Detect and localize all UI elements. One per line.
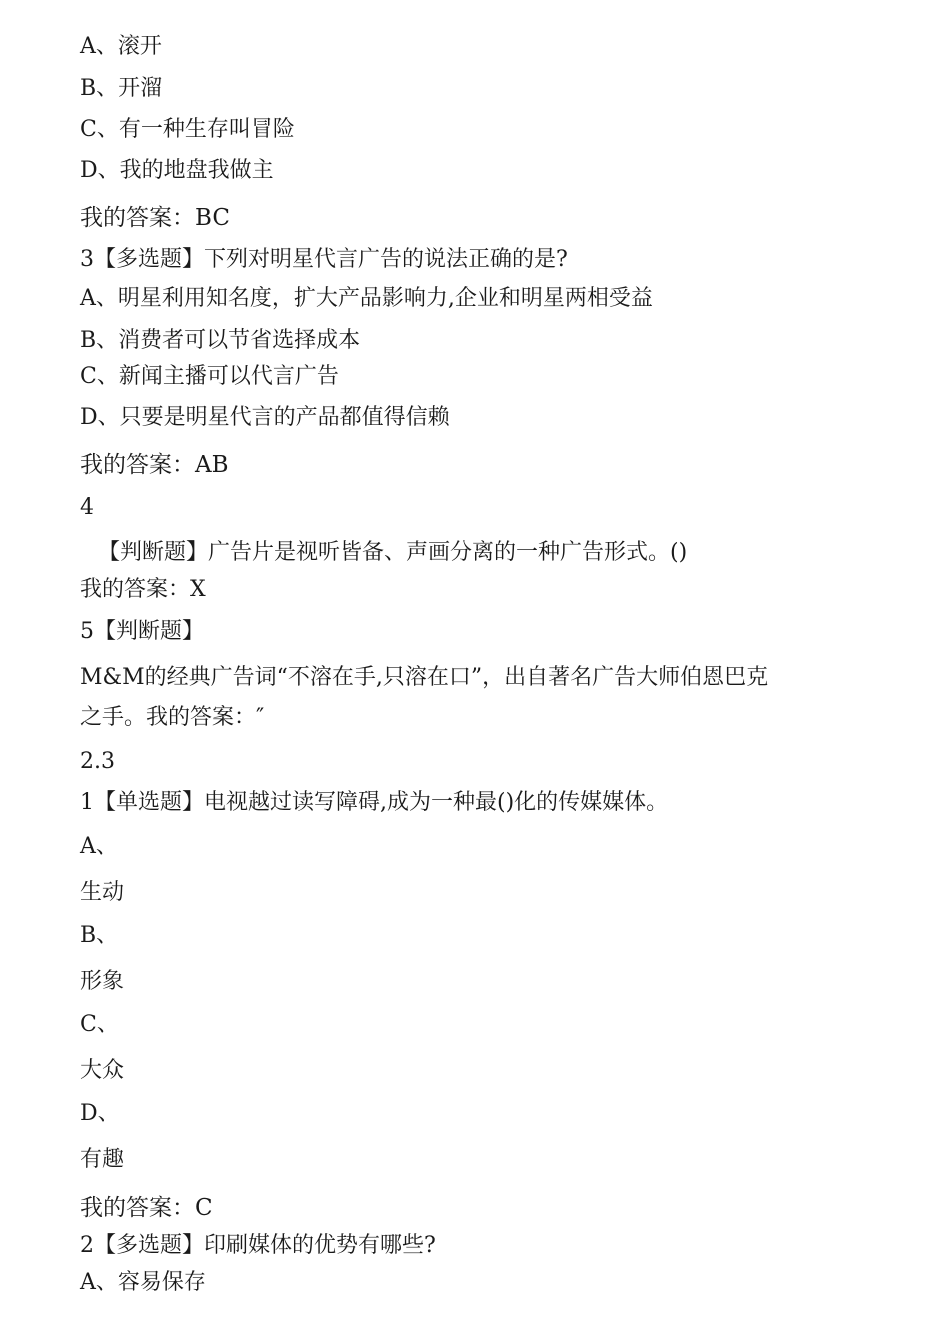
question-stem: 【判断题】广告片是视听皆备、声画分离的一种广告形式。() — [98, 540, 688, 565]
question-stem: 3【多选题】下列对明星代言广告的说法正确的是? — [80, 247, 568, 272]
question-number-type: 5【判断题】 — [80, 619, 204, 644]
my-answer: 我的答案：AB — [80, 452, 229, 478]
option-b-text: 形象 — [80, 969, 125, 994]
my-answer: 我的答案：C — [80, 1195, 213, 1221]
my-answer: 我的答案：BC — [80, 205, 230, 231]
option-a: A、明星利用知名度，扩大产品影响力,企业和明星两相受益 — [80, 286, 653, 311]
my-answer: 我的答案：X — [80, 577, 206, 602]
option-b: B、消费者可以节省选择成本 — [80, 328, 361, 353]
option-c-label: C、 — [80, 1012, 119, 1037]
option-d-text: 有趣 — [80, 1147, 125, 1172]
section-number: 2.3 — [80, 749, 115, 774]
option-a-label: A、 — [80, 834, 118, 859]
option-d-label: D、 — [80, 1101, 120, 1126]
option-a: A、容易保存 — [80, 1270, 206, 1295]
question-number: 4 — [80, 495, 94, 520]
option-b: B、开溜 — [80, 76, 163, 101]
option-a: A、滚开 — [80, 34, 162, 59]
question-stem: 1【单选题】电视越过读写障碍,成为一种最()化的传媒媒体。 — [80, 790, 669, 815]
option-c: C、新闻主播可以代言广告 — [80, 364, 339, 389]
option-c-text: 大众 — [80, 1058, 125, 1083]
option-d: D、只要是明星代言的产品都值得信赖 — [80, 405, 450, 430]
question-stem-line: 之手。我的答案：″ — [80, 705, 265, 730]
option-c: C、有一种生存叫冒险 — [80, 117, 295, 142]
question-stem-line: M&M的经典广告词“不溶在手,只溶在口”，出自著名广告大师伯恩巴克 — [80, 665, 769, 690]
option-d: D、我的地盘我做主 — [80, 158, 274, 183]
question-stem: 2【多选题】印刷媒体的优势有哪些? — [80, 1233, 436, 1258]
option-b-label: B、 — [80, 923, 119, 948]
option-a-text: 生动 — [80, 880, 125, 905]
